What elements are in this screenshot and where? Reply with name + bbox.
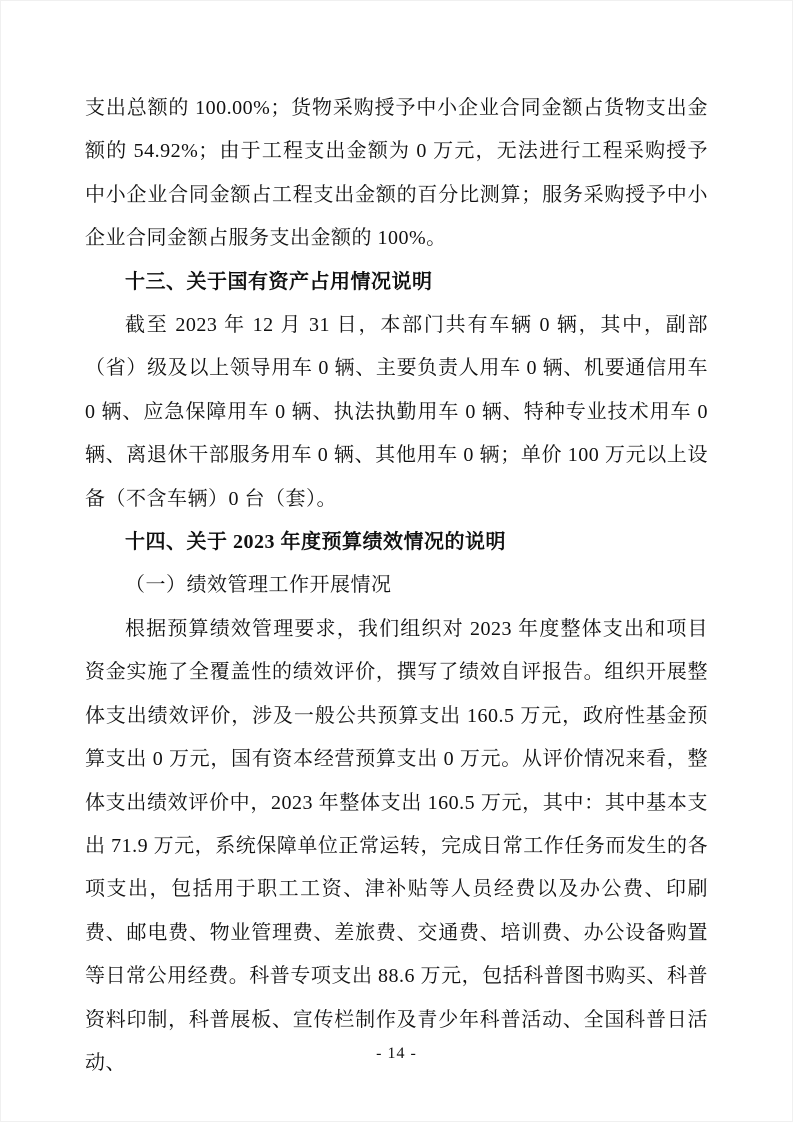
paragraph-performance-evaluation: 根据预算绩效管理要求，我们组织对 2023 年度整体支出和项目资金实施了全覆盖性的绩效评价，撰写了绩效自评报告。组织开展整体支出绩效评价，涉及一般公共预算支出 160.5 万元，政府性基金预算支出 0 万元，国有资本经营预算支出 0 万元。从评价情况来看，整体支出绩效评价中，2023 年整体支出 160.5 万元，其中：其中基本支出 71.9 万元，系统保障单位正常运转，完成日常工作任务而发生的各项支出，包括用于职工工资、津补贴等人员经费以及办公费、印刷费、邮电费、物业管理费、差旅费、交通费、培训费、办公设备购置等日常公用经费。科普专项支出 88.6 万元，包括科普图书购买、科普资料印制，科普展板、宣传栏制作及青少年科普活动、全国科普日活动、 (85, 617, 708, 1074)
section-14-heading: 十四、关于 2023 年度预算绩效情况的说明 (125, 531, 506, 554)
section-14-subheading-1: （一）绩效管理工作开展情况 (125, 574, 392, 597)
paragraph-state-assets: 截至 2023 年 12 月 31 日，本部门共有车辆 0 辆，其中，副部（省）级及以上领导用车 0 辆、主要负责人用车 0 辆、机要通信用车 0 辆、应急保障用车 0 辆、执法执勤用车 0 辆、特种专业技术用车 0 辆、离退休干部服务用车 0 辆、其他用车 0 辆；单价 100 万元以上设备（不含车辆）0 台（套）。 (85, 314, 708, 510)
page-number: - 14 - (376, 1045, 417, 1062)
section-13-heading: 十三、关于国有资产占用情况说明 (125, 270, 433, 293)
paragraph-procurement-continued: 支出总额的 100.00%；货物采购授予中小企业合同金额占货物支出金额的 54.92%；由于工程支出金额为 0 万元，无法进行工程采购授予中小企业合同金额占工程支出金额的百分比测算；服务采购授予中小企业合同金额占服务支出金额的 100%。 (85, 97, 708, 250)
